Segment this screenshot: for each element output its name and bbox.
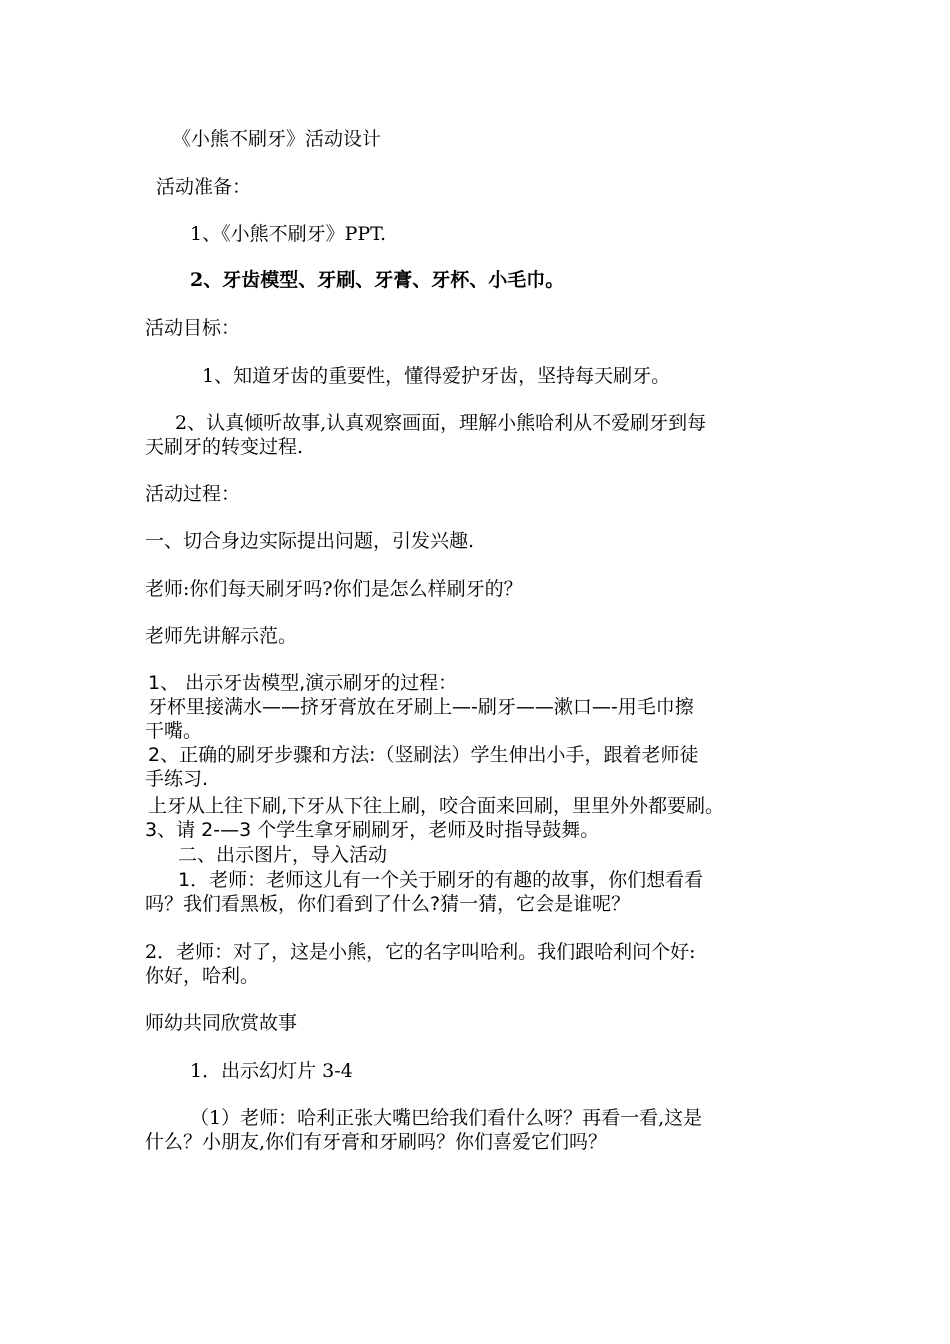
goals-heading: 活动目标： xyxy=(145,317,241,339)
item-2-line-2: 你好，哈利。 xyxy=(145,965,260,987)
slide-item: 1．出示幻灯片 3-4 xyxy=(190,1060,353,1082)
step-1-title: 1、 出示牙齿模型,演示刷牙的过程： xyxy=(148,672,458,694)
document-title: 《小熊不刷牙》活动设计 xyxy=(172,128,382,150)
prep-item-2: 2、牙齿模型、牙刷、牙膏、牙杯、小毛巾。 xyxy=(190,269,565,291)
item-2-line-1: 2．老师：对了，这是小熊，它的名字叫哈利。我们跟哈利问个好: xyxy=(145,941,696,963)
goal-2-line-2: 天刷牙的转变过程. xyxy=(145,436,304,458)
section-1-heading: 一、切合身边实际提出问题，引发兴趣. xyxy=(145,530,475,552)
step-3: 3、请 2-—3 个学生拿牙刷刷牙，老师及时指导鼓舞。 xyxy=(145,819,600,841)
prep-heading: 活动准备： xyxy=(156,176,252,198)
item-1-line-1: 1．老师：老师这儿有一个关于刷牙的有趣的故事，你们想看看 xyxy=(178,869,704,891)
teacher-demo: 老师先讲解示范。 xyxy=(145,625,298,647)
section-2-heading: 二、出示图片，导入活动 xyxy=(178,844,388,866)
prep-item-1: 1、《小熊不刷牙》PPT. xyxy=(190,223,387,245)
story-heading: 师幼共同欣赏故事 xyxy=(145,1012,298,1034)
item-1-line-2: 吗？我们看黑板，你们看到了什么?猜一猜，它会是谁呢？ xyxy=(145,893,631,915)
goal-1: 1、知道牙齿的重要性，懂得爱护牙齿，坚持每天刷牙。 xyxy=(202,365,671,387)
step-2-line-2: 手练习. xyxy=(145,768,209,790)
step-2-line-1: 2、正确的刷牙步骤和方法:（竖刷法）学生伸出小手，跟着老师徒 xyxy=(148,744,699,766)
step-1-line-2: 干嘴。 xyxy=(145,720,203,742)
teacher-question: 老师:你们每天刷牙吗?你们是怎么样刷牙的？ xyxy=(145,578,523,600)
goal-2-line-1: 2、认真倾听故事,认真观察画面，理解小熊哈利从不爱刷牙到每 xyxy=(175,412,707,434)
step-1-line-1: 牙杯里接满水——挤牙膏放在牙刷上—-刷牙——漱口—-用毛巾擦 xyxy=(148,696,694,718)
process-heading: 活动过程： xyxy=(145,483,241,505)
question-1-line-1: （1）老师：哈利正张大嘴巴给我们看什么呀？再看一看,这是 xyxy=(190,1107,703,1129)
step-2-line-3: 上牙从上往下刷,下牙从下往上刷，咬合面来回刷，里里外外都要刷。 xyxy=(148,795,725,817)
question-1-line-2: 什么？小朋友,你们有牙膏和牙刷吗？你们喜爱它们吗？ xyxy=(145,1131,608,1153)
